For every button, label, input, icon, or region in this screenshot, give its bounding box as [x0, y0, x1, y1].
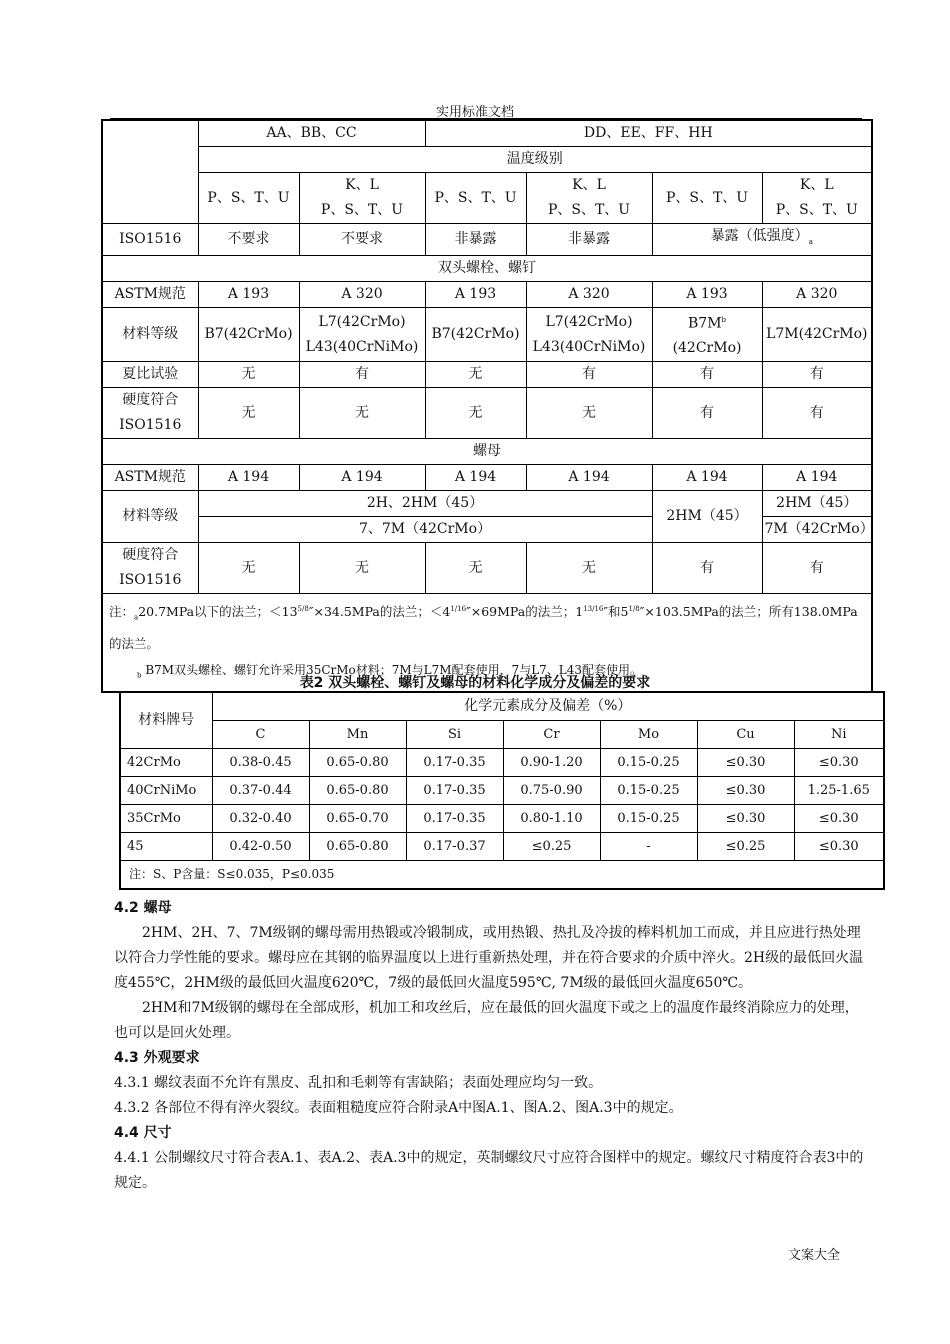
astm-value: A 320 — [762, 281, 872, 307]
element-header: Mo — [600, 721, 697, 749]
hardness-label-2: ISO1516 — [119, 417, 182, 434]
hardness-value: 无 — [198, 388, 299, 439]
grade-value: B7(42CrMo) — [425, 307, 526, 362]
composition-cell: ≤0.30 — [794, 833, 884, 861]
composition-cell: 0.75-0.90 — [503, 777, 600, 805]
hardness-value: 有 — [652, 543, 762, 594]
composition-cell: 0.42-0.50 — [212, 833, 309, 861]
section-4-3-heading: 4.3 外观要求 — [114, 1050, 200, 1066]
hardness-value: 有 — [762, 543, 872, 594]
grade-b7m: B7M — [688, 315, 722, 332]
iso-label: ISO1516 — [102, 224, 198, 256]
composition-cell: 0.65-0.80 — [309, 777, 406, 805]
note-b-text: B7M双头螺栓、螺钉允许采用35CrMo材料；7M与L7M配套使用，7与L7、L43配套使用。 — [145, 663, 643, 678]
hardness-value: 无 — [425, 543, 526, 594]
astm-value: A 320 — [299, 281, 425, 307]
clause-4-3-2: 4.3.2 各部位不得有淬火裂纹。表面粗糙度应符合附录A中图A.1、图A.2、图A.3中的规定。 — [114, 1100, 683, 1116]
table-row — [120, 833, 884, 861]
composition-cell: ≤0.30 — [697, 749, 794, 777]
composition-cell: 0.65-0.80 — [309, 833, 406, 861]
section-4-4-heading: 4.4 尺寸 — [114, 1125, 172, 1141]
iso-value: 不要求 — [299, 224, 425, 256]
grade-value — [299, 307, 425, 362]
note-a-text: ″和5 — [603, 604, 629, 620]
composition-cell: 0.65-0.80 — [309, 749, 406, 777]
grade-value: L7M(42CrMo) — [762, 307, 872, 362]
note-b-mark: b — [137, 671, 142, 680]
composition-cell: 0.65-0.70 — [309, 805, 406, 833]
charpy-value: 有 — [762, 362, 872, 388]
brand-label: 材料牌号 — [120, 692, 212, 749]
astm-value: A 194 — [526, 465, 652, 491]
table2-title: 表2 双头螺栓、螺钉及螺母的材料化学成分及偏差的要求 — [299, 675, 651, 691]
temp-col-kl: K、L — [799, 177, 834, 193]
material-name: 45 — [120, 833, 212, 861]
composition-cell: 0.15-0.25 — [600, 777, 697, 805]
hardness-label-2: ISO1516 — [119, 572, 182, 589]
footnote-a-mark: a — [808, 237, 813, 246]
astm-value: A 194 — [762, 465, 872, 491]
element-header: Cr — [503, 721, 600, 749]
temp-col: P、S、T、U — [198, 173, 299, 224]
temp-col-psut: P、S、T、U — [775, 202, 858, 218]
hardness-label — [102, 543, 198, 594]
composition-cell: 0.90-1.20 — [503, 749, 600, 777]
table-row — [120, 805, 884, 833]
material-name: 35CrMo — [120, 805, 212, 833]
grade-l7: L7(42CrMo) — [318, 313, 406, 330]
charpy-value: 有 — [526, 362, 652, 388]
corner-cell — [102, 120, 198, 224]
composition-cell: 0.17-0.35 — [406, 749, 503, 777]
table2-note: 注：S、P含量：S≤0.035，P≤0.035 — [120, 861, 884, 890]
temp-col-kl: K、L — [345, 177, 379, 193]
note-a-text: 20.7MPa以下的法兰；＜13 — [138, 604, 298, 620]
note-a-text: ″×34.5MPa的法兰；＜4 — [308, 604, 451, 620]
charpy-value: 有 — [299, 362, 425, 388]
composition-cell: 0.37-0.44 — [212, 777, 309, 805]
iso-exposed-text: 暴露（低强度） — [710, 228, 809, 244]
table-row — [120, 777, 884, 805]
composition-cell: 0.17-0.37 — [406, 833, 503, 861]
composition-cell: ≤0.25 — [503, 833, 600, 861]
grade-l43: L43(40CrNiMo) — [305, 338, 419, 355]
nut-grade-2hm: 2HM（45） — [652, 491, 762, 543]
composition-cell: 0.17-0.35 — [406, 777, 503, 805]
astm-value: A 194 — [652, 465, 762, 491]
hardness-label — [102, 388, 198, 439]
grade-value — [526, 307, 652, 362]
astm-value: A 194 — [299, 465, 425, 491]
hardness-value: 无 — [526, 543, 652, 594]
composition-cell: 0.15-0.25 — [600, 805, 697, 833]
hardness-value: 无 — [299, 388, 425, 439]
composition-cell: ≤0.30 — [794, 749, 884, 777]
note-a-text: ″×69MPa的法兰；1 — [466, 604, 584, 620]
body-text — [114, 896, 866, 1196]
footnote-b-mark: b — [721, 315, 727, 324]
page-footer: 文案大全 — [788, 1248, 841, 1263]
element-header: C — [212, 721, 309, 749]
group-aa-bb-cc: AA、BB、CC — [198, 120, 425, 147]
note-a-fraction: 1/8 — [628, 605, 640, 614]
clause-4-3-1: 4.3.1 螺纹表面不允许有黑皮、乱扣和毛刺等有害缺陷；表面处理应均匀一致。 — [114, 1075, 603, 1091]
temp-col: P、S、T、U — [425, 173, 526, 224]
temp-grade-label: 温度级别 — [198, 147, 872, 173]
composition-label: 化学元素成分及偏差（%） — [212, 692, 884, 721]
section-4-2-heading: 4.2 螺母 — [114, 900, 172, 916]
composition-cell: - — [600, 833, 697, 861]
grade-value — [652, 307, 762, 362]
charpy-label: 夏比试验 — [102, 362, 198, 388]
note-prefix: 注： — [109, 604, 135, 620]
grade-value: B7(42CrMo) — [198, 307, 299, 362]
grade-l7: L7(42CrMo) — [545, 313, 633, 330]
note-a-mark: a — [134, 614, 139, 623]
hardness-value: 无 — [526, 388, 652, 439]
paragraph: 2HM、2H、7、7M级钢的螺母需用热锻或冷锻制成，或用热锻、热扎及冷拔的棒料机加工而成，并且应进行热处理以符合力学性能的要求。螺母应在其钢的临界温度以上进行重新热处理，并在符合要求的介质中淬火。2H级的最低回火温度455℃，2HM级的最低回火温度620℃，7级的最低回火温度595℃, 7M级的最低回火温度650℃。 — [114, 925, 864, 991]
composition-cell: ≤0.30 — [697, 777, 794, 805]
astm-value: A 320 — [526, 281, 652, 307]
grade-b7m-material: (42CrMo) — [672, 340, 742, 357]
temp-col — [762, 173, 872, 224]
page-header: 实用标准文档 — [435, 105, 514, 120]
nut-section-title: 螺母 — [102, 439, 872, 465]
iso-value: 不要求 — [198, 224, 299, 256]
composition-cell: 0.80-1.10 — [503, 805, 600, 833]
material-name: 40CrNiMo — [120, 777, 212, 805]
astm-value: A 194 — [425, 465, 526, 491]
bolt-section-title: 双头螺栓、螺钉 — [102, 255, 872, 281]
note-a-fraction: 13/16 — [583, 605, 604, 614]
temp-col-kl: K、L — [572, 177, 606, 193]
hardness-value: 有 — [762, 388, 872, 439]
chemical-composition-table — [119, 691, 885, 890]
bolt-nut-material-table — [101, 119, 873, 693]
charpy-value: 无 — [425, 362, 526, 388]
astm-value: A 193 — [198, 281, 299, 307]
iso-value: 非暴露 — [425, 224, 526, 256]
astm-value: A 193 — [652, 281, 762, 307]
temp-col-psut: P、S、T、U — [320, 202, 404, 218]
temp-col — [299, 173, 425, 224]
composition-cell: 1.25-1.65 — [794, 777, 884, 805]
composition-cell: ≤0.30 — [794, 805, 884, 833]
grade-label: 材料等级 — [102, 491, 198, 543]
group-dd-ee-ff-hh: DD、EE、FF、HH — [425, 120, 872, 147]
hardness-label-1: 硬度符合 — [122, 392, 179, 409]
composition-cell: ≤0.25 — [697, 833, 794, 861]
grade-l43: L43(40CrNiMo) — [532, 338, 646, 355]
hardness-value: 无 — [299, 543, 425, 594]
astm-value: A 193 — [425, 281, 526, 307]
note-a — [109, 596, 865, 657]
paragraph: 2HM和7M级钢的螺母在全部成形，机加工和攻丝后，应在最低的回火温度下或之上的温度作最终消除应力的处理，也可以是回火处理。 — [114, 1000, 859, 1041]
astm-label: ASTM规范 — [102, 465, 198, 491]
note-a-text: ″×103.5MPa的法兰；所有138.0MPa的法兰。 — [109, 604, 858, 652]
hardness-value: 有 — [652, 388, 762, 439]
element-header: Cu — [697, 721, 794, 749]
element-header: Si — [406, 721, 503, 749]
note-a-fraction: 1/16 — [450, 605, 467, 614]
table-row — [120, 749, 884, 777]
clause-4-4-1: 4.4.1 公制螺纹尺寸符合表A.1、表A.2、表A.3中的规定，英制螺纹尺寸应符合图样中的规定。螺纹尺寸精度符合表3中的规定。 — [114, 1150, 864, 1191]
material-name: 42CrMo — [120, 749, 212, 777]
hardness-label-1: 硬度符合 — [122, 547, 179, 564]
temp-col-psut: P、S、T、U — [547, 202, 631, 218]
charpy-value: 有 — [652, 362, 762, 388]
grade-label: 材料等级 — [102, 307, 198, 362]
nut-grade-2hm-b: 2HM（45） — [762, 491, 872, 517]
element-header: Mn — [309, 721, 406, 749]
composition-cell: 0.38-0.45 — [212, 749, 309, 777]
charpy-value: 无 — [198, 362, 299, 388]
composition-cell: 0.15-0.25 — [600, 749, 697, 777]
nut-grade-7: 7、7M（42CrMo） — [198, 517, 652, 543]
iso-value: 非暴露 — [526, 224, 652, 256]
iso-value-exposed — [652, 224, 872, 256]
composition-cell: 0.17-0.35 — [406, 805, 503, 833]
astm-label: ASTM规范 — [102, 281, 198, 307]
nut-grade-7m: 7M（42CrMo） — [762, 517, 872, 543]
nut-grade-2h: 2H、2HM（45） — [198, 491, 652, 517]
temp-col: P、S、T、U — [652, 173, 762, 224]
composition-cell: 0.32-0.40 — [212, 805, 309, 833]
hardness-value: 无 — [198, 543, 299, 594]
temp-col — [526, 173, 652, 224]
note-a-fraction: 5/8 — [297, 605, 309, 614]
element-header: Ni — [794, 721, 884, 749]
hardness-value: 无 — [425, 388, 526, 439]
composition-cell: ≤0.30 — [697, 805, 794, 833]
astm-value: A 194 — [198, 465, 299, 491]
